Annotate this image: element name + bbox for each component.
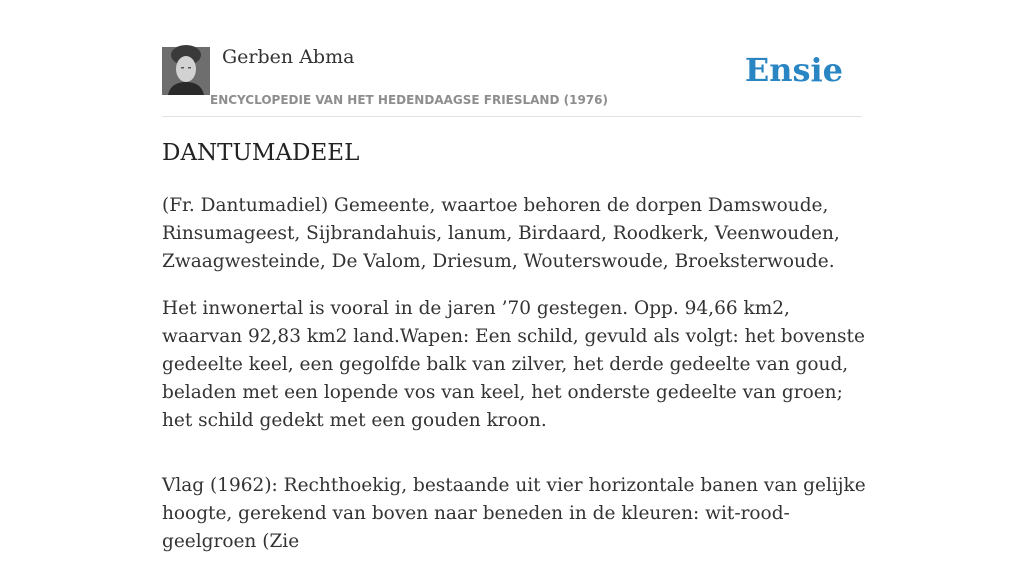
header xyxy=(162,46,862,117)
article-paragraph: (Fr. Dantumadiel) Gemeente, waartoe behoren de dorpen Damswoude, Rinsumageest, Sijbrandahuis, lanum, Birdaard, Roodkerk, Veenwouden, Zwaagwesteinde, De Valom, Driesum, Wouterswoude, Broeksterwoude. xyxy=(162,195,840,272)
brand-logo[interactable]: Ensie xyxy=(744,51,843,89)
author-name[interactable]: Gerben Abma xyxy=(222,46,355,68)
author-avatar[interactable] xyxy=(162,47,210,95)
portrait-icon xyxy=(162,47,210,95)
source-label[interactable]: ENCYCLOPEDIE VAN HET HEDENDAAGSE FRIESLAND (1976) xyxy=(210,93,608,107)
article-title: DANTUMADEEL xyxy=(162,140,360,166)
article-body xyxy=(162,192,872,575)
article-paragraph: Vlag (1962): Rechthoekig, bestaande uit vier horizontale banen van gelijke hoogte, gerekend van boven naar beneden in de kleuren: wit-rood-geelgroen (Zie xyxy=(162,475,866,552)
article-paragraph: Het inwonertal is vooral in de jaren ’70 gestegen. Opp. 94,66 km2, waarvan 92,83 km2 land.Wapen: Een schild, gevuld als volgt: het bovenste gedeelte keel, een gegolfde balk van zilver, het derde gedeelte van goud, beladen met een lopende vos van keel, het onderste gedeelte van groen; het schild gedekt met een gouden kroon. xyxy=(162,298,865,431)
